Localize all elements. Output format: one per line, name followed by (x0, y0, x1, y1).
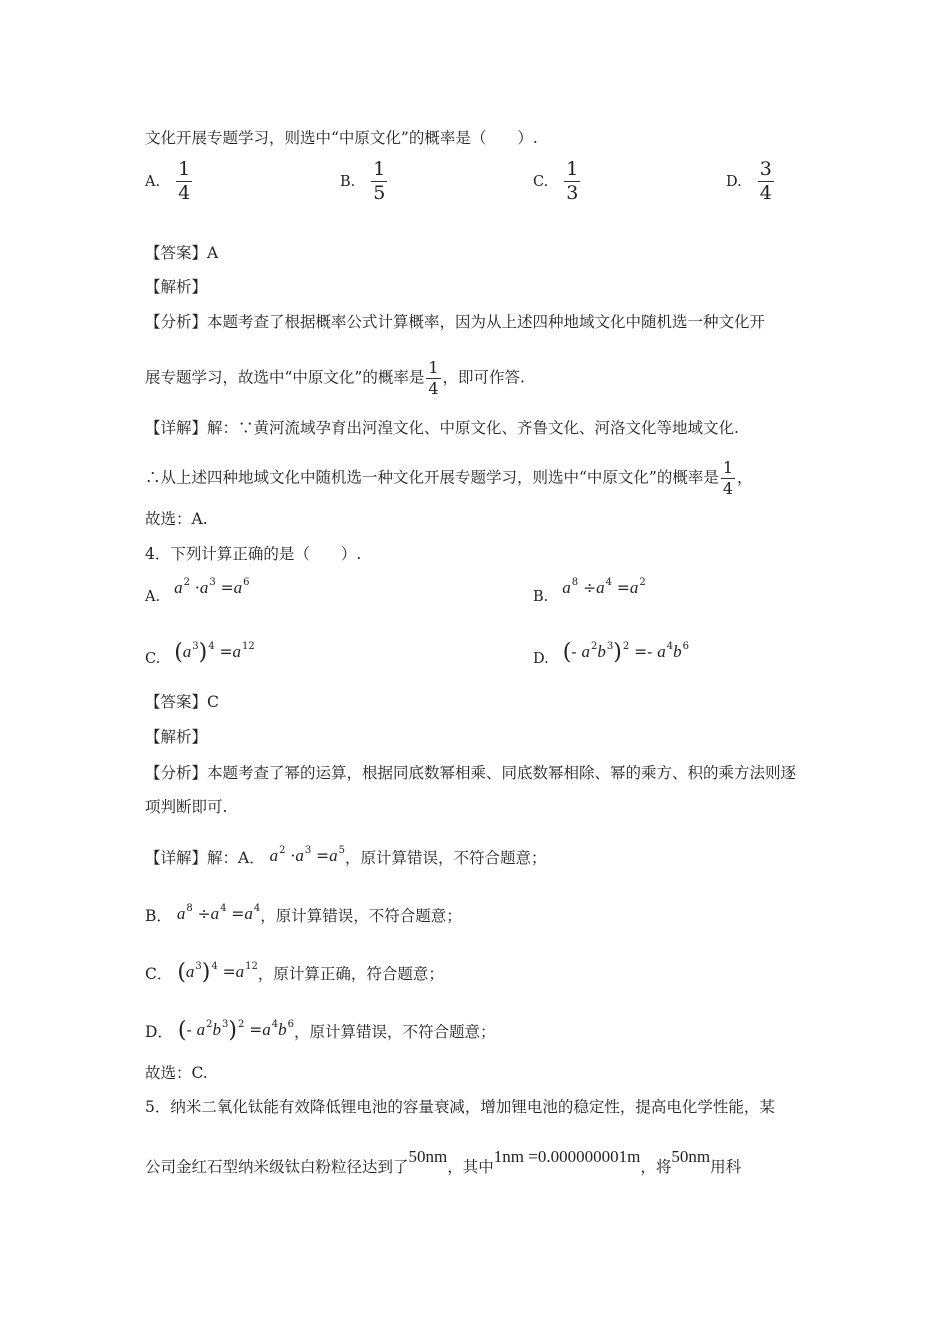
q3-option-d: D. $\frac{3}{4}$ (726, 158, 772, 204)
q3-option-b: B. $\frac{1}{5}$ (340, 158, 386, 204)
q3-analysis-label: 【解析】 (145, 278, 208, 296)
q4-fenxi-line1: 【分析】本题考查了幂的运算，根据同底数幂相乘、同底数幂相除、幂的乘方、积的乘方法则逐 (145, 764, 797, 782)
q3-fenxi-line1: 【分析】本题考查了根据概率公式计算概率，因为从上述四种地域文化中随机选一种文化开 (145, 313, 766, 331)
q4-detail-d: D． (- $a^2b^3)^2 =a^4b^6$，原计算错误，不符合题意； (145, 1018, 496, 1043)
q3-fenxi-line2: 展专题学习，故选中“中原文化”的概率是 $\frac{1}{4}$ ，即可作答. (145, 358, 525, 398)
q4-option-a: A. $a^2 \cdot a^3 =a^6$ (145, 577, 250, 605)
q4-choose: 故选：C. (145, 1064, 208, 1082)
q4-answer: 【答案】C (145, 693, 219, 711)
q4-detail-a: 【详解】解：A． $a^2 \cdot a^3 =a^5$，原计算错误，不符合题意； (145, 845, 547, 867)
q4-option-c: C. $(a^3)^4 =a^{12}$ (145, 640, 255, 667)
q5-line1: 5．纳米二氧化钛能有效降低锂电池的容量衰减，增加锂电池的稳定性，提高电化学性能，某 (145, 1098, 775, 1116)
q3-answer: 【答案】A (145, 244, 219, 262)
q4-fenxi-line2: 项判断即可. (145, 798, 228, 816)
q3-detail-line2: ∴从上述四种地域文化中随机选一种文化开展专题学习，则选中“中原文化”的概率是 $\frac{1}{4}$ ， (145, 458, 753, 498)
q3-detail-line1: 【详解】解：∵黄河流域孕育出河湟文化、中原文化、齐鲁文化、河洛文化等地域文化. (145, 419, 739, 437)
q4-option-b: B. $a^8 \div a^4 =a^2$ (533, 577, 646, 605)
q3-option-c: C. $\frac{1}{3}$ (533, 158, 579, 204)
q3-option-a: A. $\frac{1}{4}$ (145, 158, 191, 204)
q4-detail-c: C． $(a^3)^4 =a^{12}$，原计算正确，符合题意； (145, 960, 444, 985)
q4-analysis-label: 【解析】 (145, 728, 208, 746)
q4-stem: 4．下列计算正确的是（ ）. (145, 545, 362, 563)
q4-option-d: D. (- $a^2b^3)^2 =- a^4b^6$ (533, 640, 690, 667)
q3-choose: 故选：A. (145, 510, 208, 528)
q5-line2: 公司金红石型纳米级钛白粉粒径达到了50nm，其中1nm =0.000000001m，将50nm用科 (145, 1147, 742, 1176)
q4-detail-b: B． $a^8 \div a^4 =a^4$，原计算错误，不符合题意； (145, 903, 462, 925)
question-stem-continued: 文化开展专题学习，则选中“中原文化”的概率是（ ）. (145, 129, 538, 147)
